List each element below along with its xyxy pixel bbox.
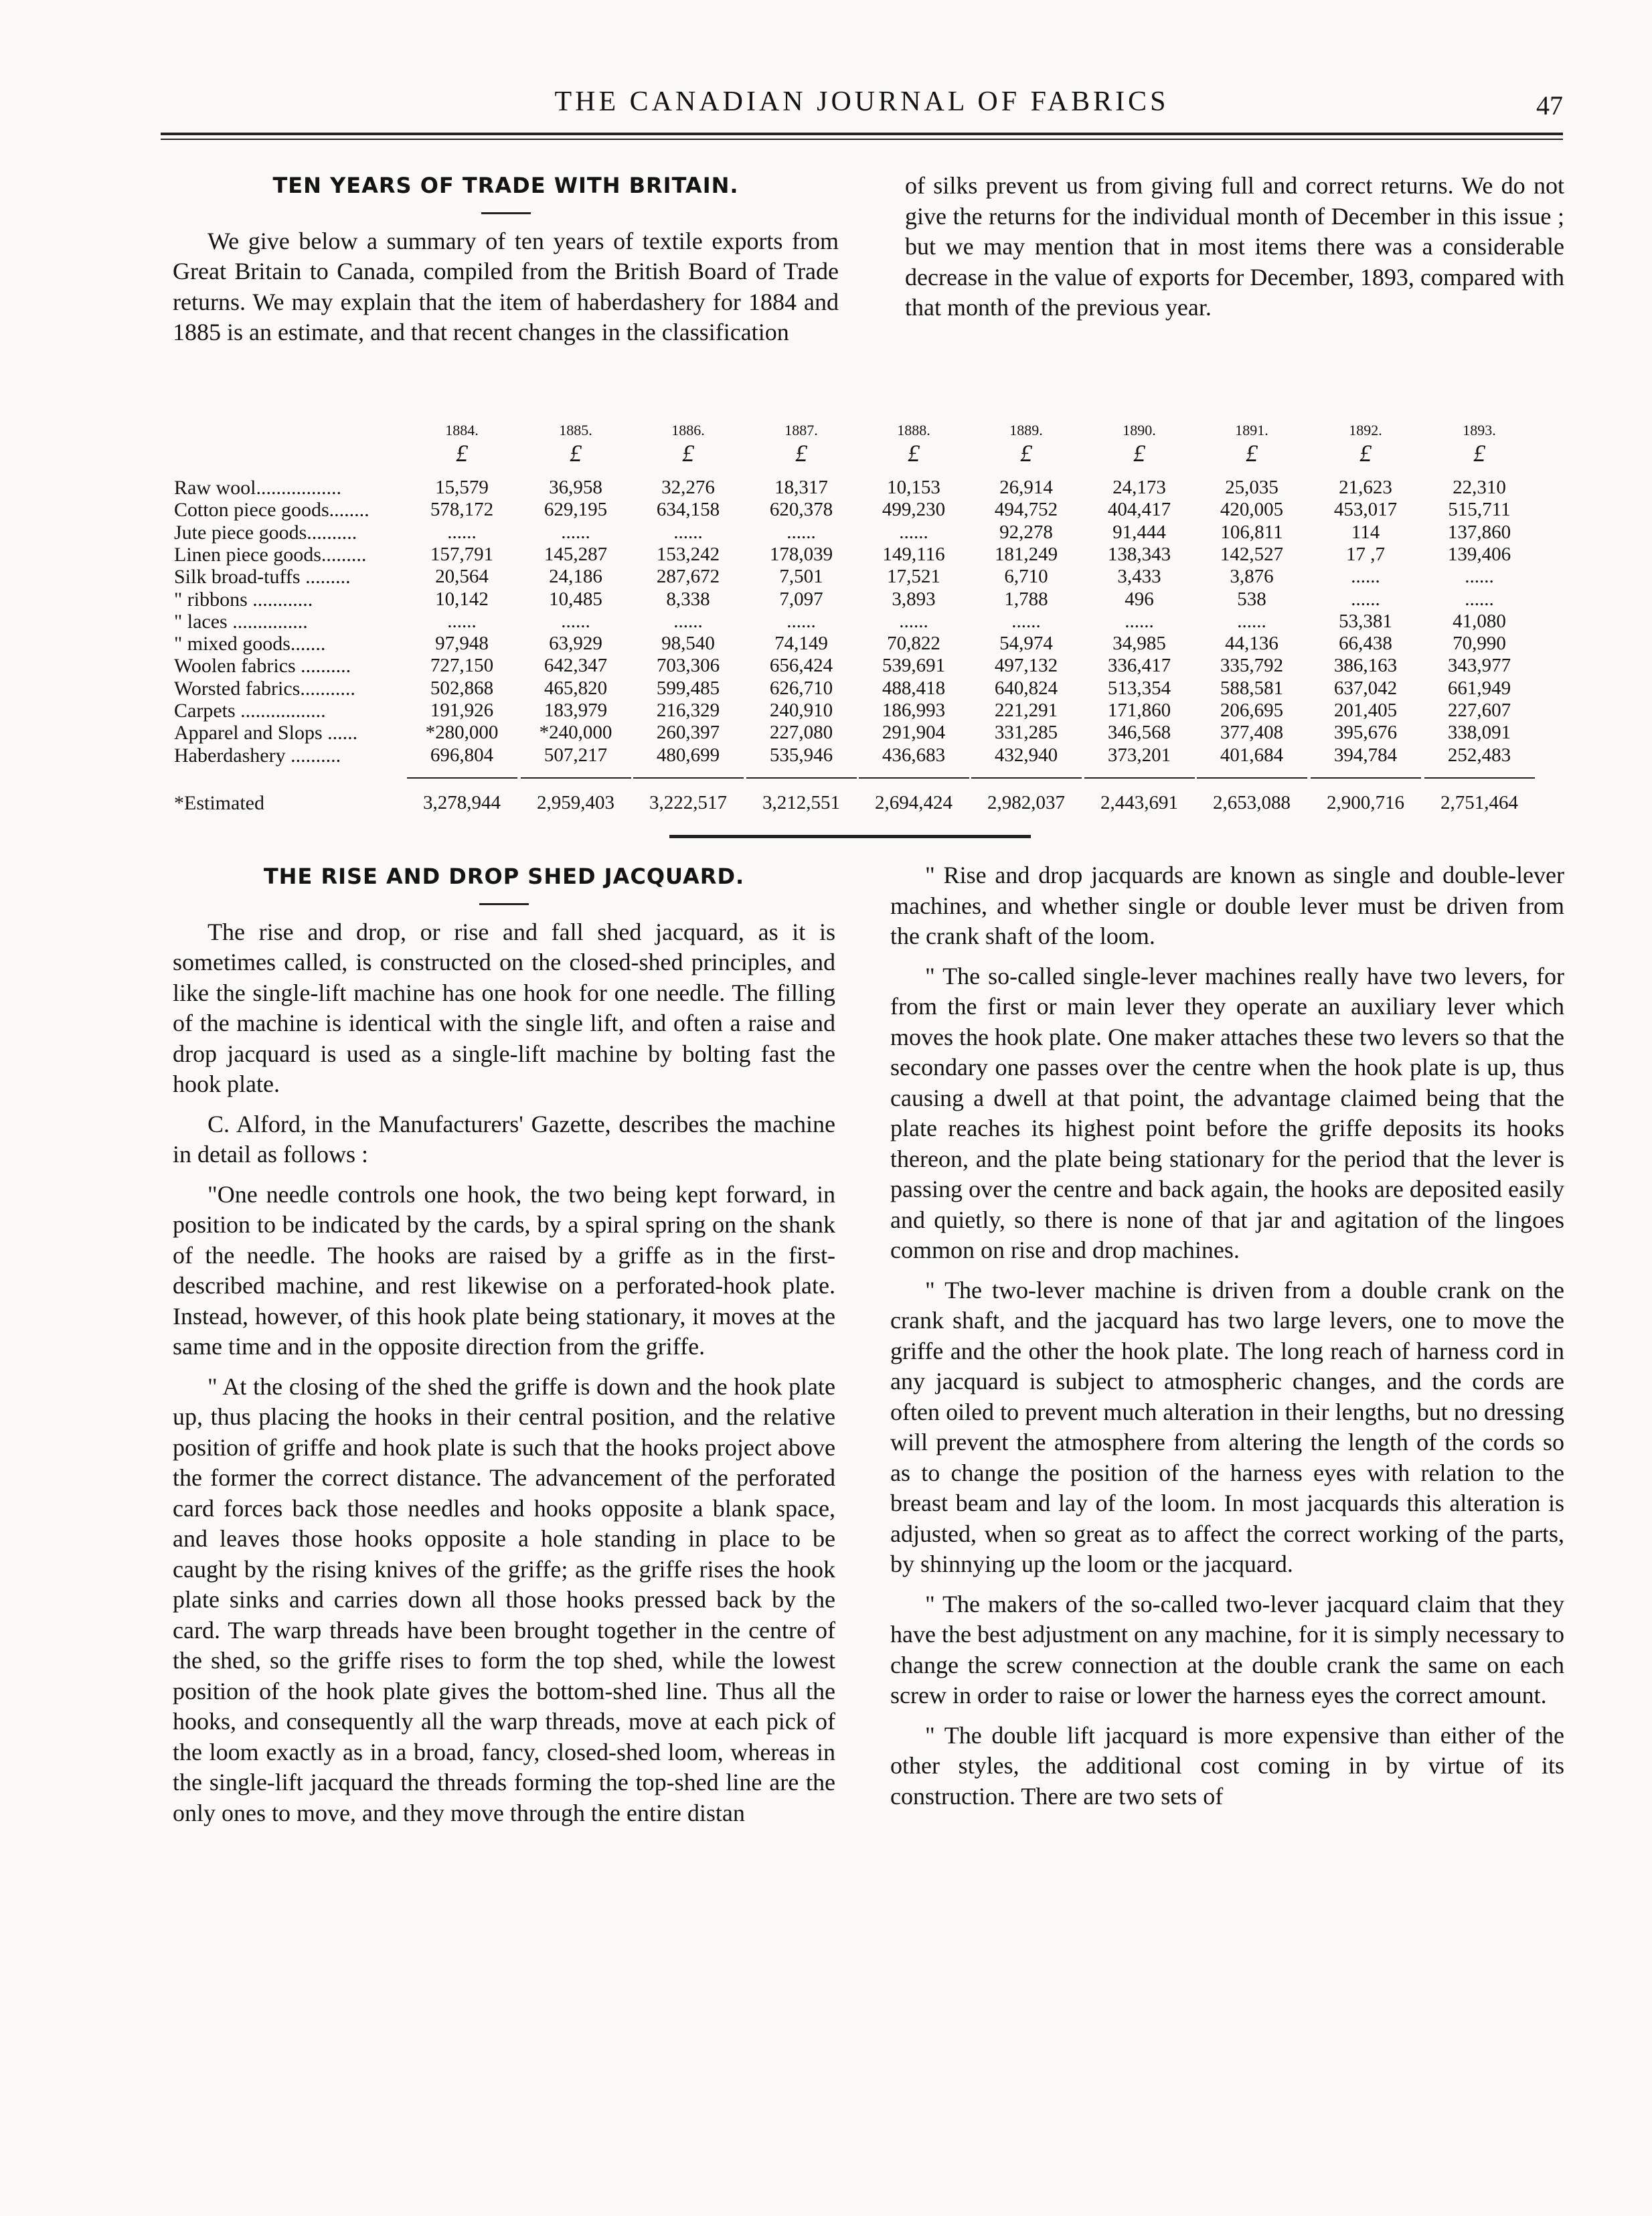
- table-cell: 21,623: [1339, 477, 1392, 498]
- row-label: " mixed goods.......: [174, 633, 326, 655]
- table-cell: 22,310: [1453, 477, 1506, 498]
- table-cell: 703,306: [656, 655, 720, 677]
- row-label: Woolen fabrics ..........: [174, 655, 351, 678]
- table-cell: 3,876: [1230, 566, 1274, 588]
- total-rule: [1424, 777, 1535, 779]
- article2-left-column: [173, 862, 835, 1828]
- table-cell: 206,695: [1220, 700, 1284, 721]
- table-cell: ......: [1465, 588, 1494, 610]
- journal-title: THE CANADIAN JOURNAL OF FABRICS: [554, 86, 1169, 117]
- column-year: 1888.: [897, 422, 930, 439]
- table-cell: 480,699: [656, 744, 720, 766]
- table-cell: 661,949: [1447, 677, 1511, 699]
- table-cell: 66,438: [1339, 633, 1392, 655]
- article1-paragraph-part2: of silks prevent us from giving full and correct returns. We do not give the returns for the individual month of December in this issue ; but we may mention that in most items there was a considerable decrease in the value of exports for December, 1893, compared with that month of the previous year.: [905, 172, 1564, 321]
- table-cell: 7,501: [779, 566, 823, 588]
- article2-left-paragraph: "One needle controls one hook, the two being kept forward, in position to be indicated by the cards, by a spiral spring on the shank of the needle. The hooks are raised by a griffe as in the first-described machine, and rest likewise on a perforated-hook plate. Instead, however, of this hook plate being stationary, it moves at the same time and in the opposite direction from the griffe.: [173, 1180, 835, 1360]
- article2-left-paragraph: C. Alford, in the Manufacturers' Gazette, describes the machine in detail as follows :: [173, 1110, 835, 1168]
- table-cell: 432,940: [994, 744, 1058, 766]
- table-cell: 436,683: [882, 744, 946, 766]
- title-rule: [481, 212, 531, 214]
- column-total: 2,751,464: [1440, 791, 1518, 813]
- section-divider: [669, 835, 1031, 838]
- table-cell: ......: [447, 610, 477, 632]
- table-cell: 63,929: [549, 633, 602, 655]
- table-cell: 538: [1237, 588, 1266, 610]
- table-cell: *240,000: [539, 722, 612, 744]
- table-cell: 637,042: [1333, 677, 1398, 699]
- page-number: 47: [1536, 90, 1563, 121]
- table-cell: 92,278: [999, 521, 1053, 543]
- table-cell: ......: [561, 521, 590, 543]
- table-cell: 488,418: [882, 677, 946, 699]
- column-total: 2,982,037: [987, 791, 1065, 813]
- table-cell: 331,285: [994, 722, 1058, 744]
- table-cell: 216,329: [656, 700, 720, 721]
- table-cell: 640,824: [994, 677, 1058, 699]
- table-cell: 499,230: [882, 499, 946, 521]
- table-cell: 36,958: [549, 477, 602, 498]
- column-total: 2,900,716: [1327, 791, 1404, 813]
- table-cell: ......: [899, 521, 928, 543]
- table-cell: 727,150: [430, 655, 494, 677]
- table-cell: 386,163: [1333, 655, 1398, 677]
- table-cell: 465,820: [544, 677, 608, 699]
- table-cell: 291,904: [882, 722, 946, 744]
- column-total: 2,959,403: [537, 791, 614, 813]
- currency-symbol: £: [682, 440, 694, 467]
- trade-table: [174, 422, 1566, 814]
- table-cell: 497,132: [994, 655, 1058, 677]
- table-cell: 377,408: [1220, 722, 1284, 744]
- column-year: 1892.: [1349, 422, 1382, 439]
- table-cell: 153,242: [656, 543, 720, 565]
- table-cell: 336,417: [1107, 655, 1171, 677]
- total-rule: [1311, 777, 1421, 779]
- table-cell: 373,201: [1107, 744, 1171, 766]
- table-cell: 44,136: [1225, 633, 1278, 655]
- table-cell: 114: [1351, 521, 1380, 543]
- table-cell: ......: [1237, 610, 1266, 632]
- table-cell: 34,985: [1112, 633, 1166, 655]
- table-cell: 53,381: [1339, 610, 1392, 632]
- table-cell: 145,287: [544, 543, 608, 565]
- table-cell: 97,948: [435, 633, 489, 655]
- table-cell: 15,579: [435, 477, 489, 498]
- table-cell: 252,483: [1447, 744, 1511, 766]
- article2-right-paragraph: " The so-called single-lever machines really have two levers, for from the first or main lever they operate an auxiliary lever which moves the hook plate. One maker attaches these two levers so that the secondary one passes over the centre when the hook plate is up, thus causing a dwell at that point, the advantage claimed being that the plate reaches its highest point before the griffe deposits its hooks thereon, and the plate being stationary for the period that the lever is passing over the centre and back again, the hooks are deposited easily and quietly, so there is none of that jar and agitation of the lingoes common on rise and drop machines.: [890, 962, 1564, 1263]
- title-rule: [479, 903, 529, 905]
- column-year: 1887.: [784, 422, 818, 439]
- table-cell: 178,039: [769, 543, 833, 565]
- table-cell: 91,444: [1112, 521, 1166, 543]
- table-cell: 227,080: [769, 722, 833, 744]
- article2-right-paragraph: " Rise and drop jacquards are known as single and double-lever machines, and whether single or double lever must be driven from the crank shaft of the loom.: [890, 862, 1564, 949]
- article1-title: TEN YEARS OF TRADE WITH BRITAIN.: [272, 173, 739, 198]
- table-cell: 171,860: [1107, 700, 1171, 721]
- table-cell: 588,581: [1220, 677, 1284, 699]
- table-cell: 183,979: [544, 700, 608, 721]
- table-cell: 227,607: [1447, 700, 1511, 721]
- table-cell: 394,784: [1333, 744, 1398, 766]
- currency-symbol: £: [795, 440, 807, 467]
- table-cell: 539,691: [882, 655, 946, 677]
- table-cell: 26,914: [999, 477, 1053, 498]
- table-cell: 395,676: [1333, 722, 1398, 744]
- article2-right-column: [890, 860, 1564, 1812]
- column-year: 1893.: [1463, 422, 1496, 439]
- table-cell: ......: [1351, 588, 1380, 610]
- table-cell: 629,195: [544, 499, 608, 521]
- table-cell: 507,217: [544, 744, 608, 766]
- table-cell: 32,276: [661, 477, 715, 498]
- table-cell: 181,249: [994, 543, 1058, 565]
- table-cell: 20,564: [435, 566, 489, 588]
- table-cell: 98,540: [661, 633, 715, 655]
- table-cell: ......: [1351, 566, 1380, 588]
- article2-right-paragraph: " The double lift jacquard is more expensive than either of the other styles, the additional cost coming in by virtue of its construction. There are two sets of: [890, 1721, 1564, 1810]
- article2-title: THE RISE AND DROP SHED JACQUARD.: [263, 864, 745, 889]
- table-cell: 25,035: [1225, 477, 1278, 498]
- currency-symbol: £: [1359, 440, 1372, 467]
- table-cell: 496: [1125, 588, 1154, 610]
- table-cell: 502,868: [430, 677, 494, 699]
- table-cell: 287,672: [656, 566, 720, 588]
- currency-symbol: £: [456, 440, 468, 467]
- table-cell: 70,822: [887, 633, 940, 655]
- article2-left-paragraph: " At the closing of the shed the griffe is down and the hook plate up, thus placing the hooks in their central position, and the relative position of griffe and hook plate is such that the hooks project above the former the correct distance. The advancement of the perforated card forces back those needles and hooks opposite a blank space, and leaves those hooks opposite a hole standing in place to be caught by the rising knives of the griffe; as the griffe rises the hook plate sinks and carries down all those hooks pressed back by the card. The warp threads have been brought together in the centre of the shed, so the griffe rises to form the top shed, while the lowest position of the hook plate gives the bottom-shed line. Thus all the hooks, and consequently all the warp threads, move at each pick of the loom exactly as in a broad, fancy, closed-shed loom, whereas in the single-lift jacquard the threads forming the top-shed line are the only ones to move, and they move through the entire distan: [173, 1372, 835, 1826]
- table-cell: 620,378: [769, 499, 833, 521]
- row-label: Apparel and Slops ......: [174, 722, 358, 744]
- column-total: 3,278,944: [423, 791, 501, 813]
- table-cell: 599,485: [656, 677, 720, 699]
- table-cell: 24,186: [549, 566, 602, 588]
- article2-right-paragraph: " The two-lever machine is driven from a double crank on the crank shaft, and the jacquard has two large levers, one to move the griffe and the other the hook plate. The long reach of harness cord in any jacquard is subject to atmospheric changes, and the cords are often oiled to prevent much alteration in their lengths, but no dressing will prevent the atmosphere from altering the length of the cords so as to change the position of the harness eyes with relation to the breast beam and lay of the loom. In most jacquards this alteration is adjusted, when so great as to affect the correct working of the parts, by shinnying up the loom or the jacquard.: [890, 1276, 1564, 1577]
- row-label: Jute piece goods..........: [174, 521, 357, 544]
- table-cell: 7,097: [779, 588, 823, 610]
- table-cell: 201,405: [1333, 700, 1398, 721]
- table-cell: 401,684: [1220, 744, 1284, 766]
- table-cell: 453,017: [1333, 499, 1398, 521]
- table-cell: 696,804: [430, 744, 494, 766]
- table-cell: 335,792: [1220, 655, 1284, 677]
- page-header: [161, 86, 1563, 126]
- table-cell: 74,149: [774, 633, 828, 655]
- table-cell: 642,347: [544, 655, 608, 677]
- table-cell: 3,893: [892, 588, 936, 610]
- column-year: 1889.: [1009, 422, 1043, 439]
- table-cell: 191,926: [430, 700, 494, 721]
- table-cell: 634,158: [656, 499, 720, 521]
- table-cell: ......: [899, 610, 928, 632]
- table-cell: 513,354: [1107, 677, 1171, 699]
- row-label: " laces ...............: [174, 610, 308, 633]
- column-total: 2,443,691: [1100, 791, 1178, 813]
- table-cell: 41,080: [1453, 610, 1506, 632]
- table-cell: 3,433: [1117, 566, 1161, 588]
- table-cell: 70,990: [1453, 633, 1506, 655]
- table-cell: ......: [447, 521, 477, 543]
- table-cell: 24,173: [1112, 477, 1166, 498]
- table-cell: *280,000: [425, 722, 499, 744]
- total-rule: [633, 777, 744, 779]
- row-label: Worsted fabrics...........: [174, 677, 355, 700]
- table-cell: 10,485: [549, 588, 602, 610]
- table-cell: 535,946: [769, 744, 833, 766]
- table-cell: 260,397: [656, 722, 720, 744]
- currency-symbol: £: [908, 440, 920, 467]
- table-cell: 10,142: [435, 588, 489, 610]
- table-cell: 17 ,7: [1346, 543, 1385, 565]
- total-rule: [859, 777, 969, 779]
- table-cell: 420,005: [1220, 499, 1284, 521]
- row-label: Silk broad-tuffs .........: [174, 566, 351, 588]
- table-cell: 137,860: [1447, 521, 1511, 543]
- table-cell: ......: [561, 610, 590, 632]
- row-label: " ribbons ............: [174, 588, 313, 611]
- total-rule: [746, 777, 857, 779]
- table-cell: 138,343: [1107, 543, 1171, 565]
- table-cell: 149,116: [882, 543, 945, 565]
- table-cell: ......: [1465, 566, 1494, 588]
- column-year: 1886.: [671, 422, 705, 439]
- article2-left-paragraph: The rise and drop, or rise and fall shed jacquard, as it is sometimes called, is constructed on the closed-shed principles, and like the single-lift machine has one hook for one needle. The filling of the machine is identical with the single lift, and often a raise and drop jacquard is used as a single-lift machine by bolting fast the hook plate.: [173, 918, 835, 1097]
- header-rule-thin: [161, 139, 1563, 140]
- total-rule: [521, 777, 631, 779]
- table-cell: 6,710: [1004, 566, 1048, 588]
- article1-left-column: [173, 171, 839, 348]
- total-rule: [407, 777, 517, 779]
- column-total: 2,694,424: [875, 791, 953, 813]
- table-cell: 404,417: [1107, 499, 1171, 521]
- table-cell: 346,568: [1107, 722, 1171, 744]
- currency-symbol: £: [570, 440, 582, 467]
- table-cell: 515,711: [1448, 499, 1511, 521]
- column-year: 1885.: [559, 422, 592, 439]
- table-cell: ......: [673, 521, 703, 543]
- table-cell: 626,710: [769, 677, 833, 699]
- total-rule: [1197, 777, 1307, 779]
- table-cell: 494,752: [994, 499, 1058, 521]
- header-rule-thick: [161, 133, 1563, 135]
- table-cell: 656,424: [769, 655, 833, 677]
- table-cell: ......: [1011, 610, 1041, 632]
- table-cell: 18,317: [774, 477, 828, 498]
- table-cell: 1,788: [1004, 588, 1048, 610]
- column-total: 3,212,551: [762, 791, 840, 813]
- footnote-estimated: *Estimated: [174, 791, 264, 814]
- table-cell: 240,910: [769, 700, 833, 721]
- column-total: 3,222,517: [649, 791, 727, 813]
- column-year: 1890.: [1123, 422, 1156, 439]
- article1-right-column: [905, 171, 1564, 323]
- table-cell: 343,977: [1447, 655, 1511, 677]
- column-total: 2,653,088: [1213, 791, 1291, 813]
- table-cell: 338,091: [1447, 722, 1511, 744]
- row-label: Haberdashery ..........: [174, 744, 341, 767]
- table-cell: 10,153: [887, 477, 940, 498]
- table-cell: 578,172: [430, 499, 494, 521]
- currency-symbol: £: [1133, 440, 1145, 467]
- column-year: 1884.: [445, 422, 479, 439]
- table-cell: 186,993: [882, 700, 946, 721]
- total-rule: [1084, 777, 1195, 779]
- table-cell: ......: [787, 521, 816, 543]
- row-label: Linen piece goods.........: [174, 543, 367, 566]
- currency-symbol: £: [1246, 440, 1258, 467]
- row-label: Carpets .................: [174, 700, 326, 722]
- table-cell: 8,338: [666, 588, 710, 610]
- currency-symbol: £: [1473, 440, 1485, 467]
- article1-paragraph-part1: We give below a summary of ten years of textile exports from Great Britain to Canada, compiled from the British Board of Trade returns. We may explain that the item of haberdashery for 1884 and 1885 is an estimate, and that recent changes in the classification: [173, 227, 839, 345]
- table-cell: 221,291: [994, 700, 1058, 721]
- table-cell: 139,406: [1447, 543, 1511, 565]
- row-label: Raw wool.................: [174, 477, 341, 499]
- table-cell: ......: [787, 610, 816, 632]
- table-cell: ......: [673, 610, 703, 632]
- currency-symbol: £: [1020, 440, 1032, 467]
- column-year: 1891.: [1235, 422, 1268, 439]
- table-cell: 157,791: [430, 543, 494, 565]
- article2-right-paragraph: " The makers of the so-called two-lever jacquard claim that they have the best adjustment on any machine, for it is simply necessary to change the screw connection at the double crank the same on each screw in order to raise or lower the harness eyes the correct amount.: [890, 1590, 1564, 1709]
- table-cell: 17,521: [887, 566, 940, 588]
- row-label: Cotton piece goods........: [174, 499, 369, 522]
- table-cell: 142,527: [1220, 543, 1284, 565]
- table-cell: 106,811: [1220, 521, 1283, 543]
- table-cell: 54,974: [999, 633, 1053, 655]
- total-rule: [971, 777, 1082, 779]
- table-cell: ......: [1125, 610, 1154, 632]
